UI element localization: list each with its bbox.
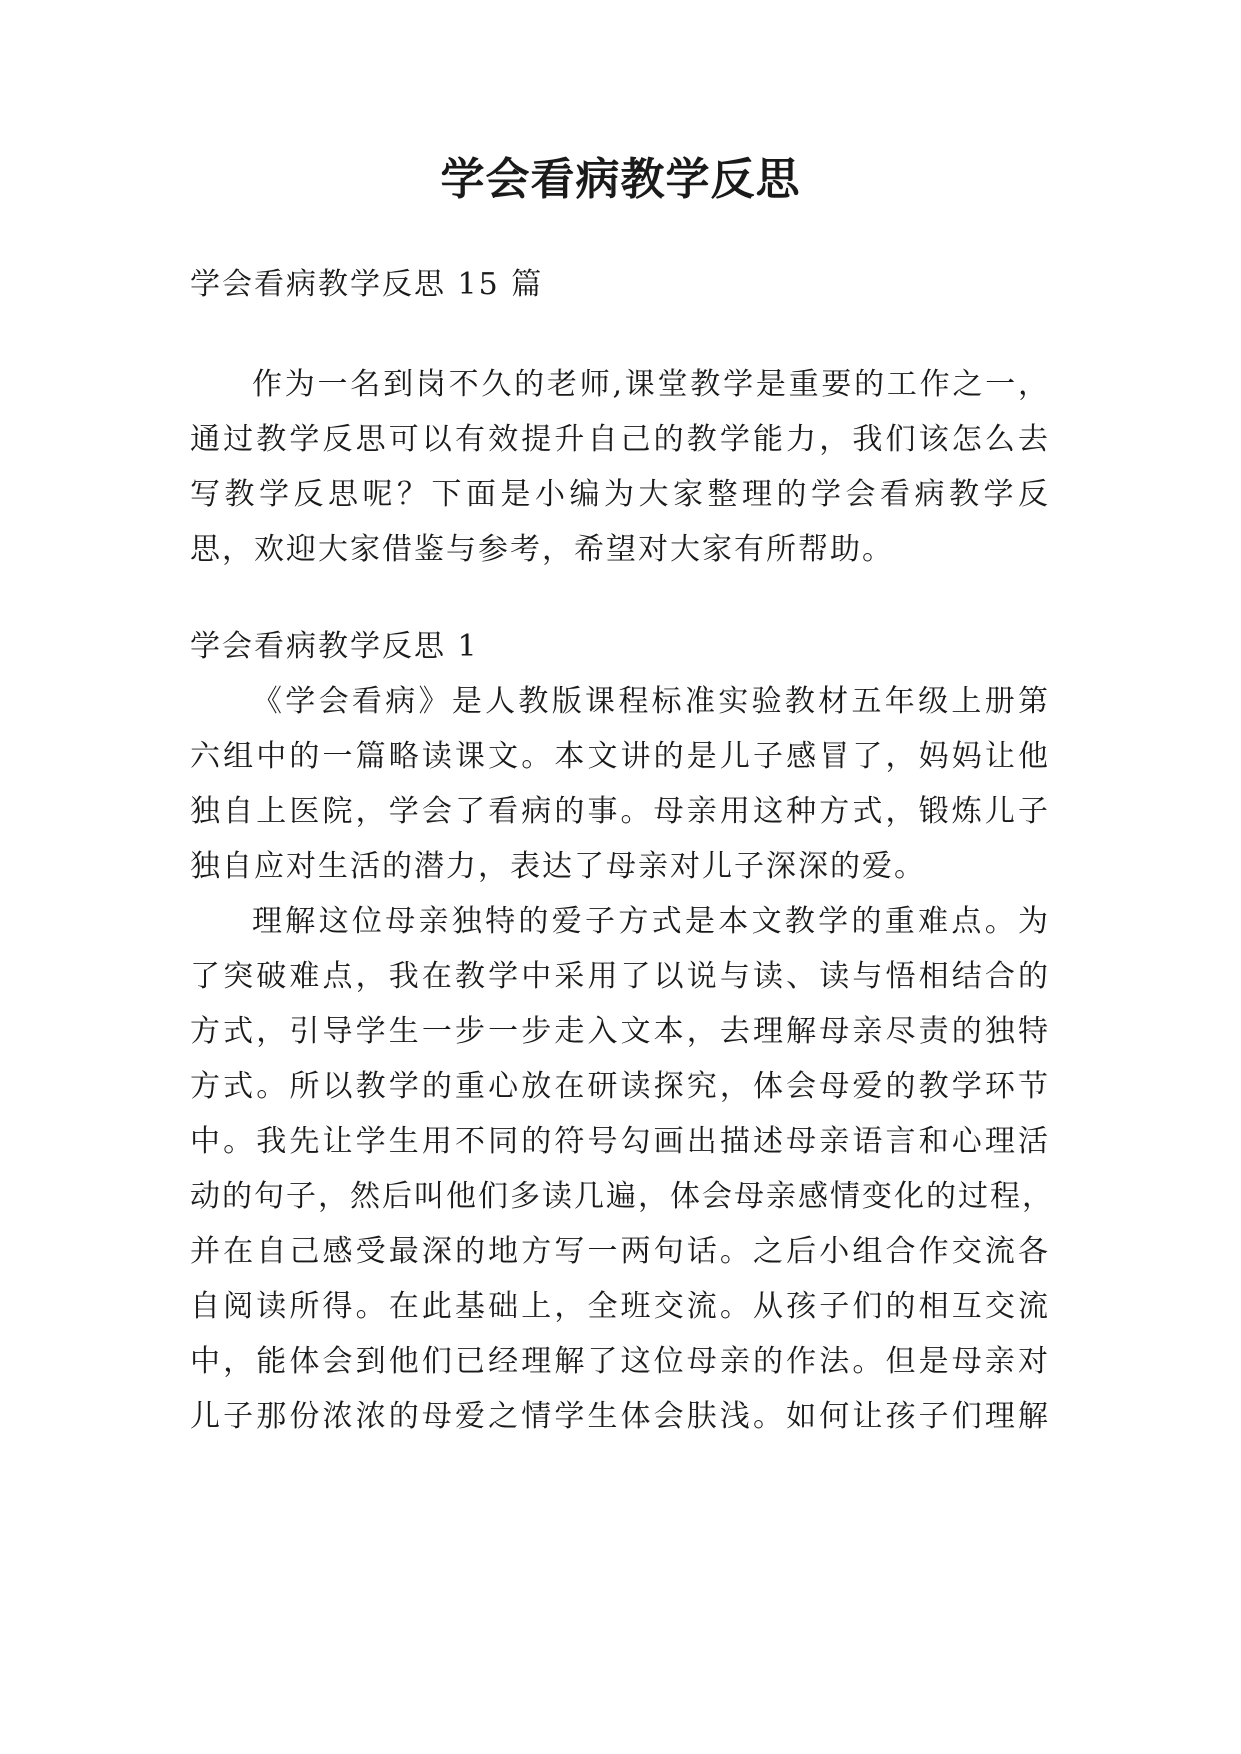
paragraph-line: 动的句子，然后叫他们多读几遍，体会母亲感情变化的过程， (190, 1179, 1054, 1214)
section-heading: 学会看病教学反思 1 (190, 629, 479, 664)
paragraph-line: 独自上医院，学会了看病的事。母亲用这种方式，锻炼儿子 (190, 794, 1050, 829)
paragraph-line: 独自应对生活的潜力，表达了母亲对儿子深深的爱。 (190, 849, 926, 884)
paragraph-line: 儿子那份浓浓的母爱之情学生体会肤浅。如何让孩子们理解 (190, 1399, 1050, 1434)
paragraph-line: 了突破难点，我在教学中采用了以说与读、读与悟相结合的 (190, 959, 1050, 994)
intro-line: 作为一名到岗不久的老师,课堂教学是重要的工作之一， (252, 367, 1050, 402)
document-subtitle: 学会看病教学反思 15 篇 (190, 267, 544, 302)
paragraph-line: 六组中的一篇略读课文。本文讲的是儿子感冒了，妈妈让他 (190, 739, 1050, 774)
paragraph-line: 《学会看病》是人教版课程标准实验教材五年级上册第 (252, 684, 1050, 719)
paragraph-line: 理解这位母亲独特的爱子方式是本文教学的重难点。为 (252, 904, 1050, 939)
intro-line: 写教学反思呢？下面是小编为大家整理的学会看病教学反 (190, 477, 1050, 512)
paragraph-line: 方式。所以教学的重心放在研读探究，体会母爱的教学环节 (190, 1069, 1050, 1104)
paragraph-line: 中，能体会到他们已经理解了这位母亲的作法。但是母亲对 (190, 1344, 1050, 1379)
intro-line: 思，欢迎大家借鉴与参考，希望对大家有所帮助。 (190, 532, 894, 567)
intro-line: 通过教学反思可以有效提升自己的教学能力，我们该怎么去 (190, 422, 1050, 457)
paragraph-line: 自阅读所得。在此基础上，全班交流。从孩子们的相互交流 (190, 1289, 1050, 1324)
paragraph-line: 并在自己感受最深的地方写一两句话。之后小组合作交流各 (190, 1234, 1050, 1269)
paragraph-line: 中。我先让学生用不同的符号勾画出描述母亲语言和心理活 (190, 1124, 1050, 1159)
document-title: 学会看病教学反思 (440, 154, 801, 205)
paragraph-line: 方式，引导学生一步一步走入文本，去理解母亲尽责的独特 (190, 1014, 1050, 1049)
